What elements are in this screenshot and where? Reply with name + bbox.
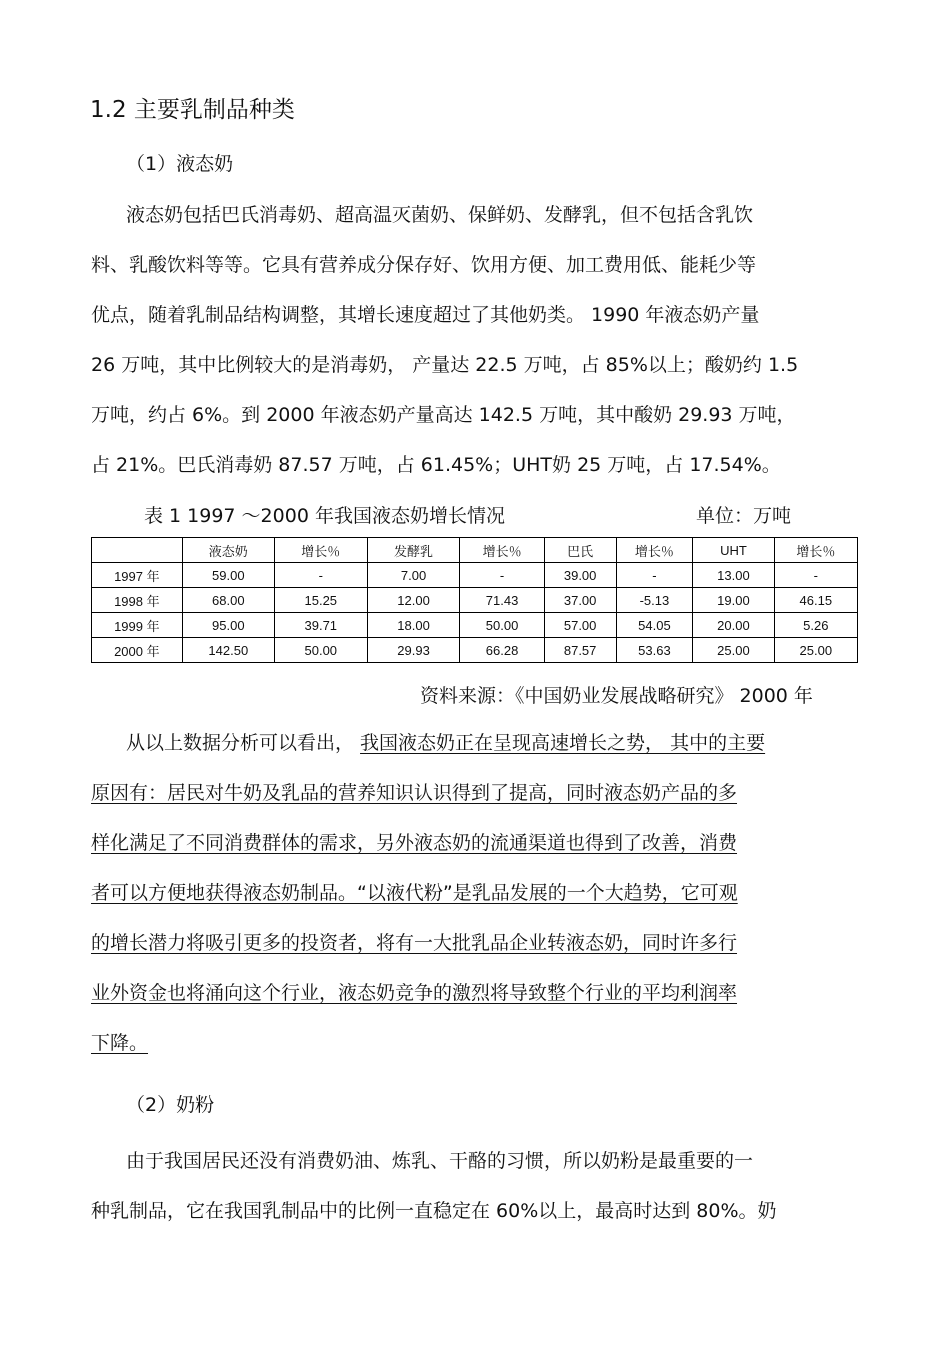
header-cell: 增长％ bbox=[774, 538, 857, 563]
table-cell: 25.00 bbox=[774, 638, 857, 663]
table-cell: 87.57 bbox=[544, 638, 616, 663]
header-cell: 发酵乳 bbox=[367, 538, 460, 563]
paragraph-line: 优点，随着乳制品结构调整，其增长速度超过了其他奶类。 1990 年液态奶产量 bbox=[91, 304, 760, 326]
subsection-title-milk-powder: （2）奶粉 bbox=[126, 1094, 215, 1116]
underlined-paragraph-line: 下降。 bbox=[91, 1032, 149, 1054]
subsection-title-liquid-milk: （1）液态奶 bbox=[126, 153, 234, 175]
paragraph-line bbox=[126, 731, 765, 755]
header-cell: 增长％ bbox=[616, 538, 693, 563]
paragraph-line: 由于我国居民还没有消费奶油、炼乳、干酪的习惯，所以奶粉是最重要的一 bbox=[126, 1150, 754, 1172]
paragraph-line: 占 21%。巴氏消毒奶 87.57 万吨，占 61.45%；UHT奶 25 万吨，占 17.54%。 bbox=[91, 454, 781, 476]
table-cell: - bbox=[774, 563, 857, 588]
table-cell: 53.63 bbox=[616, 638, 693, 663]
underlined-paragraph-line: 的增长潜力将吸引更多的投资者，将有一大批乳品企业转液态奶，同时许多行 bbox=[91, 932, 738, 954]
table-cell: -5.13 bbox=[616, 588, 693, 613]
table-row bbox=[92, 588, 858, 613]
paragraph-line: 料、乳酸饮料等等。它具有营养成分保存好、饮用方便、加工费用低、能耗少等 bbox=[91, 254, 757, 276]
underlined-paragraph-line: 样化满足了不同消费群体的需求，另外液态奶的流通渠道也得到了改善，消费 bbox=[91, 832, 738, 854]
header-cell: 巴氏 bbox=[544, 538, 616, 563]
table-cell: - bbox=[460, 563, 544, 588]
table-cell: 46.15 bbox=[774, 588, 857, 613]
table-row bbox=[92, 638, 858, 663]
table-row bbox=[92, 613, 858, 638]
header-cell: UHT bbox=[693, 538, 774, 563]
table-cell: 5.26 bbox=[774, 613, 857, 638]
header-cell: 增长％ bbox=[460, 538, 544, 563]
table-cell: 25.00 bbox=[693, 638, 774, 663]
table-cell: 29.93 bbox=[367, 638, 460, 663]
table-cell: 37.00 bbox=[544, 588, 616, 613]
table-cell: - bbox=[616, 563, 693, 588]
header-cell: 增长％ bbox=[274, 538, 367, 563]
underlined-paragraph-line: 者可以方便地获得液态奶制品。“以液代粉”是乳品发展的一个大趋势，它可观 bbox=[91, 882, 738, 904]
table-cell: 39.00 bbox=[544, 563, 616, 588]
table-cell: 57.00 bbox=[544, 613, 616, 638]
underlined-paragraph-line: 原因有：居民对牛奶及乳品的营养知识认识得到了提高，同时液态奶产品的多 bbox=[91, 782, 738, 804]
table-cell: 13.00 bbox=[693, 563, 774, 588]
table-cell: 7.00 bbox=[367, 563, 460, 588]
table-row bbox=[92, 563, 858, 588]
table-source: 资料来源：《中国奶业发展战略研究》 2000 年 bbox=[420, 685, 813, 707]
header-cell bbox=[92, 538, 183, 563]
table-cell: 50.00 bbox=[460, 613, 544, 638]
table-cell: 71.43 bbox=[460, 588, 544, 613]
table-cell: 54.05 bbox=[616, 613, 693, 638]
table-title: 表 1 1997 ～2000 年我国液态奶增长情况 bbox=[144, 505, 505, 527]
table-cell: 1998 年 bbox=[92, 588, 183, 613]
table-caption bbox=[144, 501, 792, 528]
table-cell: 1999 年 bbox=[92, 613, 183, 638]
table-cell: 68.00 bbox=[182, 588, 274, 613]
table-cell: 19.00 bbox=[693, 588, 774, 613]
table-cell: 50.00 bbox=[274, 638, 367, 663]
table-cell: - bbox=[274, 563, 367, 588]
table-cell: 59.00 bbox=[182, 563, 274, 588]
analysis-intro: 从以上数据分析可以看出， bbox=[126, 732, 361, 754]
table-cell: 15.25 bbox=[274, 588, 367, 613]
header-cell: 液态奶 bbox=[182, 538, 274, 563]
table-cell: 95.00 bbox=[182, 613, 274, 638]
paragraph-line: 液态奶包括巴氏消毒奶、超高温灭菌奶、保鲜奶、发酵乳，但不包括含乳饮 bbox=[126, 204, 754, 226]
table-cell: 20.00 bbox=[693, 613, 774, 638]
table-cell: 12.00 bbox=[367, 588, 460, 613]
paragraph-line: 种乳制品，它在我国乳制品中的比例一直稳定在 60%以上，最高时达到 80%。奶 bbox=[91, 1200, 777, 1222]
table-unit: 单位：万吨 bbox=[696, 505, 792, 527]
underlined-text: 我国液态奶正在呈现高速增长之势， 其中的主要 bbox=[360, 732, 766, 754]
section-heading: 1.2 主要乳制品种类 bbox=[90, 97, 295, 123]
table-cell: 39.71 bbox=[274, 613, 367, 638]
table-cell: 66.28 bbox=[460, 638, 544, 663]
table-cell: 18.00 bbox=[367, 613, 460, 638]
table-cell: 142.50 bbox=[182, 638, 274, 663]
table-cell: 2000 年 bbox=[92, 638, 183, 663]
table-cell: 1997 年 bbox=[92, 563, 183, 588]
liquid-milk-growth-table bbox=[91, 537, 858, 663]
table-header-row bbox=[92, 538, 858, 563]
paragraph-line: 万吨，约占 6%。到 2000 年液态奶产量高达 142.5 万吨，其中酸奶 29.93 万吨， bbox=[91, 404, 796, 426]
paragraph-line: 26 万吨，其中比例较大的是消毒奶， 产量达 22.5 万吨，占 85%以上；酸奶约 1.5 bbox=[91, 354, 799, 376]
underlined-paragraph-line: 业外资金也将涌向这个行业，液态奶竞争的激烈将导致整个行业的平均利润率 bbox=[91, 982, 738, 1004]
